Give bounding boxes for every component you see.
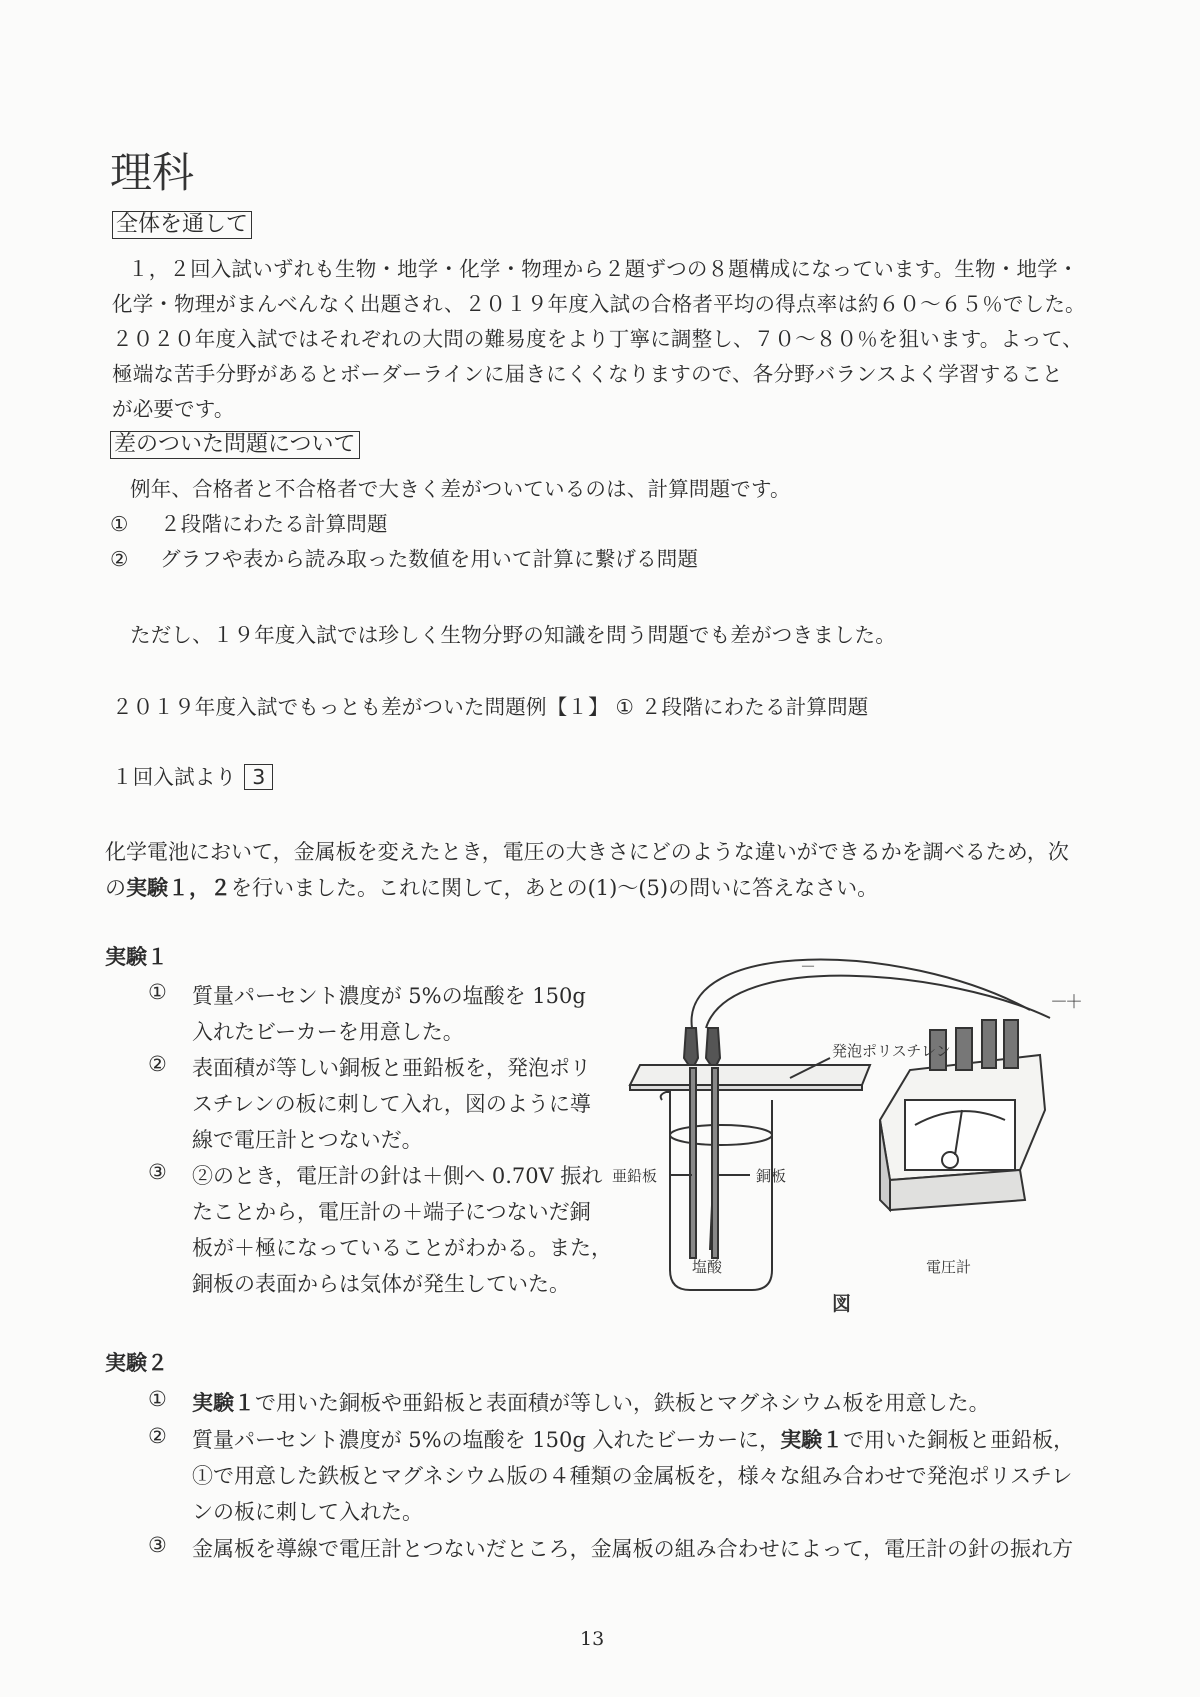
exp1-item-2-line-1: 表面積が等しい銅板と亜鉛板を，発泡ポリ (192, 1056, 591, 1080)
difference-note: ただし、１９年度入試では珍しく生物分野の知識を問う問題でも差がつきました。 (130, 623, 896, 647)
terminal-minus (982, 1020, 996, 1068)
exp2-mark-2: ② (148, 1424, 167, 1448)
terminal-2 (956, 1028, 972, 1070)
question-text: の (105, 876, 126, 900)
page-number: 13 (580, 1628, 605, 1650)
exp1-mark-2: ② (148, 1052, 167, 1076)
exp1-item-2-line-2: スチレンの板に刺して入れ，図のように導 (192, 1092, 591, 1116)
overview-line-2: 化学・物理がまんべんなく出題され、２０１９年度入試の合格者平均の得点率は約６０～６５％でした。 (112, 292, 1086, 316)
item-text: グラフや表から読み取った数値を用いて計算に繋げる問題 (160, 547, 699, 571)
label-minus-terminal: － (1050, 992, 1068, 1013)
item-text: ２段階にわたる計算問題 (160, 512, 388, 536)
exp1-mark-1: ① (148, 980, 167, 1004)
polystyrene-board (630, 1065, 870, 1085)
exp2-item-2-line-2: ①で用意した鉄板とマグネシウム版の４種類の金属板を，様々な組み合わせで発泡ポリスチレ (192, 1464, 1073, 1488)
label-minus: － (800, 957, 817, 976)
source-number-box: 3 (244, 764, 273, 790)
difference-heading: 差のついた問題について (110, 431, 360, 459)
difference-intro: 例年、合格者と不合格者で大きく差がついているのは、計算問題です。 (130, 477, 791, 501)
example-heading: ２０１９年度入試でもっとも差がついた問題例【１】 ① ２段階にわたる計算問題 (112, 695, 869, 719)
wire-right (706, 976, 1050, 1028)
exp2-text: で用いた銅板や亜鉛板と表面積が等しい，鉄板とマグネシウム板を用意した。 (255, 1391, 990, 1415)
exp1-mark-3: ③ (148, 1160, 167, 1184)
exp1-item-3-line-4: 銅板の表面からは気体が発生していた。 (192, 1272, 570, 1296)
label-voltmeter: 電圧計 (926, 1258, 972, 1276)
item-mark: ① (110, 512, 129, 536)
terminal-plus (1004, 1020, 1018, 1068)
exp2-text: で用いた銅板と亜鉛板， (843, 1428, 1075, 1452)
polystyrene-board-edge (630, 1085, 862, 1090)
exp2-item-2-line-1 (192, 1424, 1074, 1454)
overview-line-3: ２０２０年度入試ではそれぞれの大問の難易度をより丁寧に調整し、７０～８０％を狙います。よって、 (112, 327, 1083, 351)
exp1-item-3-line-3: 板が＋極になっていることがわかる。また， (192, 1236, 612, 1260)
label-copper: 銅板 (756, 1167, 787, 1185)
question-line-1: 化学電池において，金属板を変えたとき，電圧の大きさにどのような違いができるかを調べるため，次 (105, 840, 1069, 864)
question-line-2 (105, 872, 878, 902)
exp2-item-2-line-3: ンの板に刺して入れた。 (192, 1500, 423, 1524)
difference-item-2 (110, 542, 698, 572)
exp2-bold: 実験１ (780, 1427, 844, 1452)
source-label: １回入試より (112, 765, 237, 789)
source-line (112, 760, 273, 790)
clip-right (706, 1028, 720, 1070)
label-plus-terminal: ＋ (1065, 992, 1083, 1013)
exp2-mark-3: ③ (148, 1533, 167, 1557)
copper-plate (712, 1068, 718, 1258)
exp1-item-2-line-3: 線で電圧計とつないだ。 (192, 1128, 423, 1152)
exp2-heading: 実験２ (105, 1350, 168, 1375)
zinc-plate (690, 1068, 696, 1258)
exp2-mark-1: ① (148, 1387, 167, 1411)
exp2-bold: 実験１ (192, 1390, 255, 1415)
label-polystyrene: 発泡ポリスチレン (832, 1042, 951, 1060)
clip-left (684, 1028, 698, 1070)
question-text: を行いました。これに関して，あとの(1)～(5)の問いに答えなさい。 (231, 876, 879, 900)
overview-line-1: １，２回入試いずれも生物・地学・化学・物理から２題ずつの８題構成になっています。生物・地学・ (128, 257, 1079, 281)
overview-line-4: 極端な苦手分野があるとボーダーラインに届きにくくなりますので、各分野バランスよく学習すること (112, 362, 1063, 386)
exp1-item-1-line-1: 質量パーセント濃度が 5%の塩酸を 150g (192, 984, 586, 1008)
label-zinc: 亜鉛板 (612, 1167, 658, 1185)
page-title: 理科 (110, 148, 195, 197)
item-mark: ② (110, 547, 129, 571)
question-bold-text: 実験１，２ (126, 875, 231, 900)
battery-experiment-figure (600, 950, 1083, 1320)
exp1-item-1-line-2: 入れたビーカーを用意した。 (192, 1020, 464, 1044)
exp2-item-3-line-1: 金属板を導線で電圧計とつないだところ，金属板の組み合わせによって，電圧計の針の振れ方 (192, 1537, 1074, 1561)
figure-caption: 図 (832, 1293, 852, 1315)
overview-line-5: が必要です。 (112, 397, 235, 421)
label-acid: 塩酸 (692, 1258, 723, 1276)
acid-surface (670, 1125, 772, 1145)
exp2-text: 質量パーセント濃度が 5%の塩酸を 150g 入れたビーカーに， (192, 1428, 781, 1452)
exp1-item-3-line-1: ②のとき，電圧計の針は＋側へ 0.70V 振れ (192, 1164, 603, 1188)
exp1-item-3-line-2: たことから，電圧計の＋端子につないだ銅 (192, 1200, 591, 1224)
exp2-item-1-line-1 (192, 1387, 990, 1417)
exp1-heading: 実験１ (105, 944, 168, 969)
overview-heading: 全体を通して (112, 211, 252, 239)
difference-item-1 (110, 507, 388, 537)
